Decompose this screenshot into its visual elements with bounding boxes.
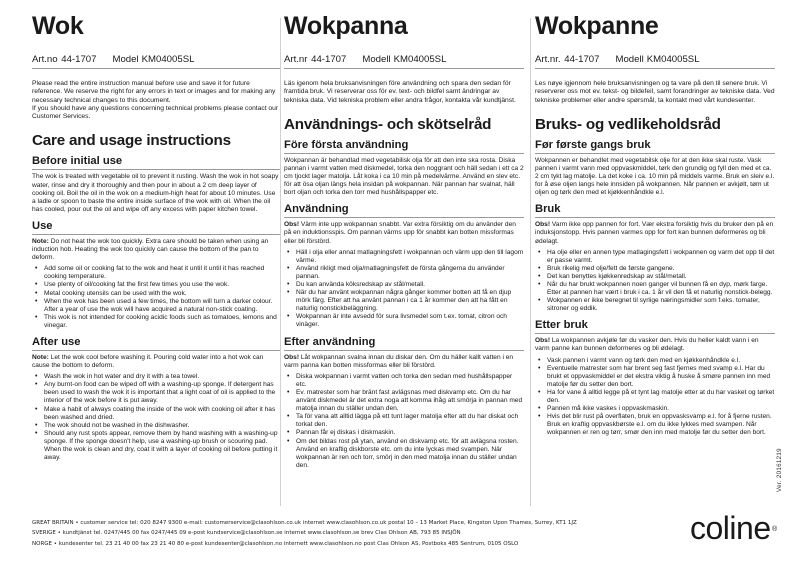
list-item: • Should any rust spots appear, remove them by hand washing with a washing-up sponge. If the sponge doesn't help, use a washing-up brush or scouring pad. When the wok is clean and dry, coat it with a layer of cooking oil before putting it away. (32, 430, 280, 462)
contact-line-se: SVERIGE • kundtjänst tel. 0247/445 00 fax 0247/445 09 e-post kundservice@clasohlson.se internet www.clasohlson.se brev Clas Ohlson AB, 793 85 INSJÖN (32, 530, 461, 537)
column-swedish (284, 12, 524, 470)
bullet-list (535, 357, 775, 438)
intro-text: Please read the entire instruction manual before use and save it for future reference. We reserve the right for any errors in text or images and for making any necessary technical changes to this document. If you should have any questions concerning technical problems please contact our Customer Services. (32, 80, 279, 121)
list-item: • Ev. matrester som har bränt fast avlägsnas med diskvamp etc. Om du har använt diskmedel är det extra noga att komma ihåg att smörja in pannan med matolja innan du ställer undan den. (284, 389, 524, 413)
list-item: • När du har använt wokpannan några gånger kommer botten att få en djup mörk färg. Efter att ha använt pannan i ca 1 år kommer den att ha fått en naturlig nonstickbeläggning. (284, 289, 524, 313)
model-number: KM04005SL (646, 54, 700, 65)
bullet-list (284, 249, 524, 330)
list-item: • When the wok has been used a few times, the bottom will turn a darker colour. After a year of use the wok will have acquired a natural non-stick coating. (32, 298, 280, 314)
logo-text: coline (690, 510, 771, 546)
subsection-title: Före första användning (284, 138, 409, 151)
body-text: The wok is treated with vegetable oil to prevent it rusting. Wash the wok in hot soapy water, rinse and dry it thoroughly and then pour in about a 2 cm deep layer of cooking oil. Boil the oil in the wok on a medium-high heat for about 10 minutes. Use a ladle or spoon to baste the entire inside surface of the wok with oil. When the oil has cooled, pour out the oil and wipe off any excess with paper kitchen towel. (32, 173, 279, 213)
bullet-list (32, 373, 280, 462)
list-item: • Any burnt-on food can be wiped off with a washing-up sponge. If detergent has been used to wash the wok it is important that a light coat of oil is applied to the interior of the wok before it is put away. (32, 381, 280, 405)
list-item: • Wokpannen er ikke beregnet til syrlige næringsmidler som f.eks. tomater, sitroner og eddik. (535, 297, 775, 313)
note-body: Do not heat the wok too quickly. Extra care should be taken when using an induction hob. Heating the wok too quickly can cause the bottom of the pan to deform. (32, 237, 269, 262)
footer-contacts (32, 518, 732, 549)
list-item: • Vask pannen i varmt vann og tørk den med en kjøkkenhåndkle e.l. (535, 357, 775, 365)
list-item: • Metal cooking utensils can be used with the wok. (32, 290, 280, 298)
subsection-title: Etter bruk (535, 319, 588, 332)
note-body: Let the wok cool before washing it. Pouring cold water into a hot wok can cause the bottom to deform. (32, 353, 264, 370)
article-number: Art.nr. 44-1707 (535, 54, 600, 65)
list-item: • Diska wokpannan i varmt vatten och torka den sedan med hushållspapper etc. (284, 373, 524, 389)
page-title: Wok (32, 12, 84, 40)
note-label: Obs! (284, 353, 300, 361)
subsection-title: Use (32, 219, 53, 232)
model-number: KM04005SL (393, 54, 447, 65)
note-text (284, 354, 524, 370)
bullet-list (284, 373, 524, 470)
note-text (32, 238, 280, 262)
brand-logo (690, 510, 777, 546)
list-item: • Pannan får ej diskas i diskmaskin. (284, 429, 524, 437)
article-number: Art.nr 44-1707 (284, 54, 347, 65)
note-text (284, 221, 524, 245)
list-item: • This wok is not intended for cooking acidic foods such as tomatoes, lemons and vinegar. (32, 314, 280, 330)
section-title: Användnings- och skötselråd (284, 115, 492, 133)
section-title: Care and usage instructions (32, 132, 231, 150)
note-label: Note: (32, 353, 49, 361)
list-item: • Pannen må ikke vaskes i oppvaskmaskin. (535, 405, 775, 413)
list-item: • Ta för vana att alltid lägga på ett tunt lager matolja efter att du har diskat och torkat den. (284, 413, 524, 429)
column-norwegian (535, 12, 775, 438)
article-number: Art.no 44-1707 (32, 54, 97, 65)
list-item: • Ha for vane å alltid legge på et tynt lag matolje etter at du har vasket og tørket den. (535, 389, 775, 405)
divider (284, 217, 524, 218)
section-title: Bruks- og vedlikeholdsråd (535, 115, 721, 133)
list-item: • Det kan benyttes kjøkkenredskap av stål/metall. (535, 273, 775, 281)
bullet-list (32, 265, 280, 330)
divider (32, 169, 280, 170)
article-info (535, 54, 775, 69)
subsection-title: Efter användning (284, 335, 376, 348)
contact-line-gb: GREAT BRITAIN • customer service tel: 020 8247 9300 e-mail: customerservice@clasohlson.co.uk internet www.clasohlson.co.uk postal 10 – 13 Market Place, Kingston Upon Thames, Surrey, KT1 1JZ (32, 520, 577, 526)
model-label: Modell (615, 54, 644, 65)
divider (284, 350, 524, 351)
note-text (535, 337, 775, 353)
intro-text: Läs igenom hela bruksanvisningen före användning och spara den sedan för framtida bruk. Vi reserverar oss för ev. text- och bildfel samt ändringar av tekniska data. Vid tekniska problem eller andra frågor, kontakta vår kundtjänst. (284, 80, 516, 104)
note-body: Varm ikke opp pannen for fort. Vær ekstra forsiktig hvis du bruker den på en induksjonstopp. Hvis pannen varmes opp for fort kan bunnen deformeres og bli ødelagt. (535, 221, 774, 245)
article-info (284, 54, 524, 69)
list-item: • Häll i olja eller annat matlagningsfett i wokpannan och värm upp den till lagom värme. (284, 249, 524, 265)
version-label: Ver. 20161219 (776, 448, 783, 492)
intro-text: Les nøye igjennom hele bruksanvisningen og ta vare på den til senere bruk. Vi reserverer oss mot ev. tekst- og bildefeil, samt forandringer av tekniske data. Ved tekniske problemer eller andre spørsmål, ta kontakt med vårt kundesenter. (535, 80, 775, 104)
list-item: • Når du har brukt wokpannen noen ganger vil bunnen få en dyp, mørk farge. Etter at pannen har vært i bruk i ca. 1 år vil den få et naturlig nonstick-belegg. (535, 281, 775, 297)
note-label: Obs! (535, 221, 551, 229)
divider (284, 153, 524, 154)
body-text: Wokpannan är behandlad med vegetabilisk olja för att den inte ska rosta. Diska pannan i varmt vatten med diskmedel, torka den noggrant och häll sedan i ett ca 2 cm tjockt lager matolja. Låt koka i ca 10 min på medelvärme. Använd en slev etc. för att ösa oljan längs hela insidan på wokpannan. När pannan har svalnat, häll bort oljan och torka den torr med hushållspapper etc. (284, 156, 524, 197)
subsection-title: Användning (284, 203, 349, 216)
subsection-title: Bruk (535, 203, 561, 216)
list-item: • The wok should not be washed in the dishwasher. (32, 422, 280, 430)
registered-mark: ® (771, 526, 777, 533)
divider (535, 333, 775, 334)
note-body: Låt wokpannan svalna innan du diskar den. Om du häller kallt vatten i en varm panna kan botten missformas eller bli förstörd. (284, 353, 514, 369)
column-english (32, 12, 280, 462)
list-item: • Make a habit of always coating the inside of the wok with cooking oil after it has been washed and dried. (32, 406, 280, 422)
note-label: Obs! (284, 221, 300, 229)
page-title: Wokpanne (535, 12, 659, 40)
divider (32, 350, 280, 351)
subsection-title: Before initial use (32, 155, 123, 168)
list-item: • Eventuelle matrester som har brent seg fast fjernes med svamp e.l. Har du brukt et oppvaskmiddel er det ekstra viktig å huske å smøre pannen inn med matolje før du setter den bort. (535, 365, 775, 389)
divider (535, 153, 775, 154)
body-text: Wokpannen er behandlet med vegetabilsk olje for at den ikke skal ruste. Vask pannen i varmt vann med oppvaskmiddel, tørk den grundig og fyll den med et ca. 2 cm tykt lag matolje. La det koke i ca. 10 min på middels varme. Bruk en sleiv e.l. for å øse oljen langs hele innsiden på wokpannen. Når pannen er avkjølt, tøm ut oljen og tørk den med et kjøkkenhåndkle e.l. (535, 156, 775, 197)
bullet-list (535, 249, 775, 314)
note-body: Värm inte upp wokpannan snabbt. Var extra försiktig om du använder den på en induktionsspis. Om pannan värms upp för snabbt kan botten missformas eller bli förstörd. (284, 221, 516, 245)
list-item: • Om det bildas rost på ytan, använd en diskvamp etc. för att avlägsna rosten. Använd en kraftig diskborste etc. om du inte lyckas med svampen. När wokpannan är ren och torr, smörj in den med matolja innan du ställer undan den. (284, 438, 524, 470)
subsection-title: After use (32, 335, 81, 348)
column-divider (280, 18, 281, 506)
divider (535, 217, 775, 218)
list-item: • Wash the wok in hot water and dry it with a tea towel. (32, 373, 280, 381)
list-item: • Ha olje eller en annen type matlagingsfett i wokpannen og varm det opp til det er passe varmt. (535, 249, 775, 265)
note-label: Note: (32, 237, 49, 245)
list-item: • Wokpannan är inte avsedd för sura livsmedel som t.ex. tomat, citron och vinäger. (284, 313, 524, 329)
list-item: • Bruk rikelig med olje/fett de første gangene. (535, 265, 775, 273)
list-item: • Hvis det blir rust på overflaten, bruk en oppvasksvamp e.l. for å fjerne rusten. Bruk en kraftig oppvaskbørste e.l. om du ikke lykkes med svampen. Når wokpannen er ren og tørr, smør den inn med matolje før du setter den bort. (535, 413, 775, 437)
column-divider (530, 18, 531, 506)
note-text (32, 354, 280, 370)
note-text (535, 221, 775, 245)
note-body: La wokpannen avkjøle før du vasker den. Hvis du heller kaldt vann i en varm panne kan bunnen deformeres og bli ødelagt. (535, 337, 759, 353)
model-label: Modell (362, 54, 391, 65)
page-title: Wokpanna (284, 12, 408, 40)
note-label: Obs! (535, 337, 551, 345)
divider (32, 234, 280, 235)
article-info (32, 54, 280, 69)
list-item: • Use plenty of oil/cooking fat the first few times you use the wok. (32, 281, 280, 289)
list-item: • Använd rikligt med olja/matlagningsfett de första gångerna du använder pannan. (284, 265, 524, 281)
model-number: KM04005SL (141, 54, 195, 65)
list-item: • Du kan använda köksredskap av stål/metall. (284, 281, 524, 289)
subsection-title: Før første gangs bruk (535, 138, 651, 151)
model-label: Model (112, 54, 139, 65)
contact-line-no: NORGE • kundesenter tel. 23 21 40 00 fax 23 21 40 80 e-post kundesenter@clasohlson.no internett www.clasohlson.no post Clas Ohlson AS, Postboks 485 Sentrum, 0105 OSLO (32, 540, 519, 547)
list-item: • Add some oil or cooking fat to the wok and heat it until it until it has reached cooking temperature. (32, 265, 280, 281)
